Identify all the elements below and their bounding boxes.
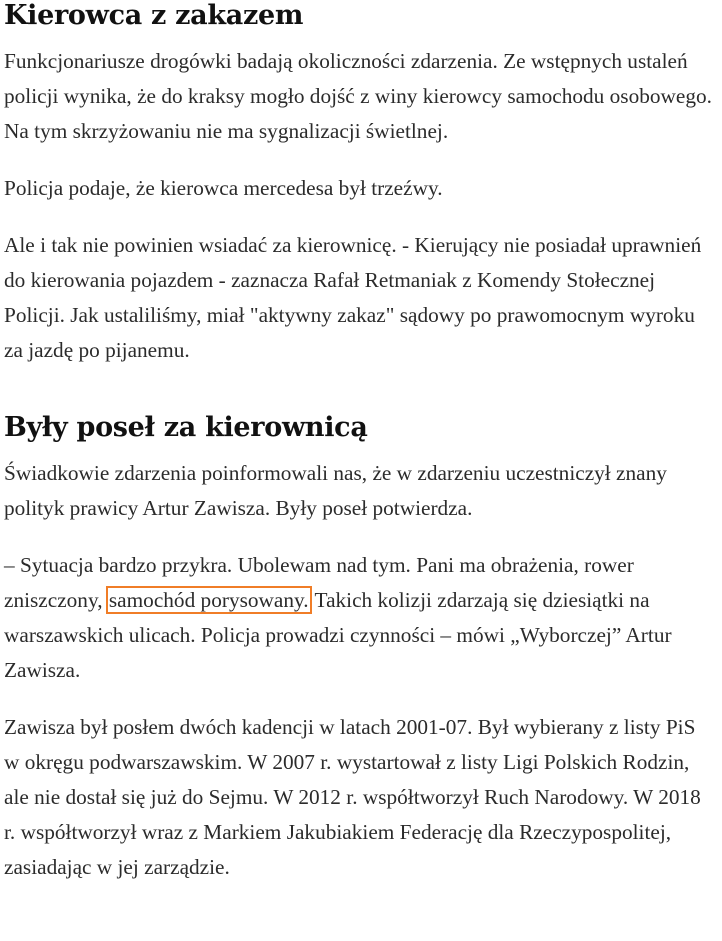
quote-text-before: – Sytuacja bardzo przykra. Ubolewam nad tym. Pani ma obrażenia, rower zniszczony,	[4, 553, 634, 612]
section-heading-kierowca: Kierowca z zakazem	[4, 0, 304, 31]
paragraph-witnesses: Świadkowie zdarzenia poinformowali nas, że w zdarzeniu uczestniczył znany polityk prawicy Artur Zawisza. Były poseł potwierdza.	[4, 461, 667, 520]
paragraph-license-ban: Ale i tak nie powinien wsiadać za kierownicę. - Kierujący nie posiadał uprawnień do kierowania pojazdem - zaznacza Rafał Retmaniak z Komendy Stołecznej Policji. Jak ustaliliśmy, miał "aktywny zakaz" sądowy po prawomocnym wyroku za jazdę po pijanemu.	[4, 233, 702, 362]
quote-text-after: Takich kolizji zdarzają się dziesiątki na warszawskich ulicach. Policja prowadzi czynności – mówi „Wyborczej” Artur Zawisza.	[4, 588, 672, 682]
paragraph-sober: Policja podaje, że kierowca mercedesa był trzeźwy.	[4, 176, 443, 200]
article-body	[4, 0, 716, 885]
paragraph-investigation: Funkcjonariusze drogówki badają okoliczności zdarzenia. Ze wstępnych ustaleń policji wynika, że do kraksy mogło dojść z winy kierowcy samochodu osobowego. Na tym skrzyżowaniu nie ma sygnalizacji świetlnej.	[4, 49, 712, 143]
section-heading-posel: Były poseł za kierownicą	[4, 412, 368, 443]
paragraph-biography: Zawisza był posłem dwóch kadencji w latach 2001-07. Był wybierany z listy PiS w okręgu podwarszawskim. W 2007 r. wystartował z listy Ligi Polskich Rodzin, ale nie dostał się już do Sejmu. W 2012 r. współtworzył Ruch Narodowy. W 2018 r. współtworzył wraz z Markiem Jakubiakiem Federację dla Rzeczypospolitej, zasiadając w jej zarządzie.	[4, 715, 701, 879]
paragraph-quote	[4, 548, 716, 688]
highlighted-phrase: samochód porysowany.	[108, 588, 309, 612]
